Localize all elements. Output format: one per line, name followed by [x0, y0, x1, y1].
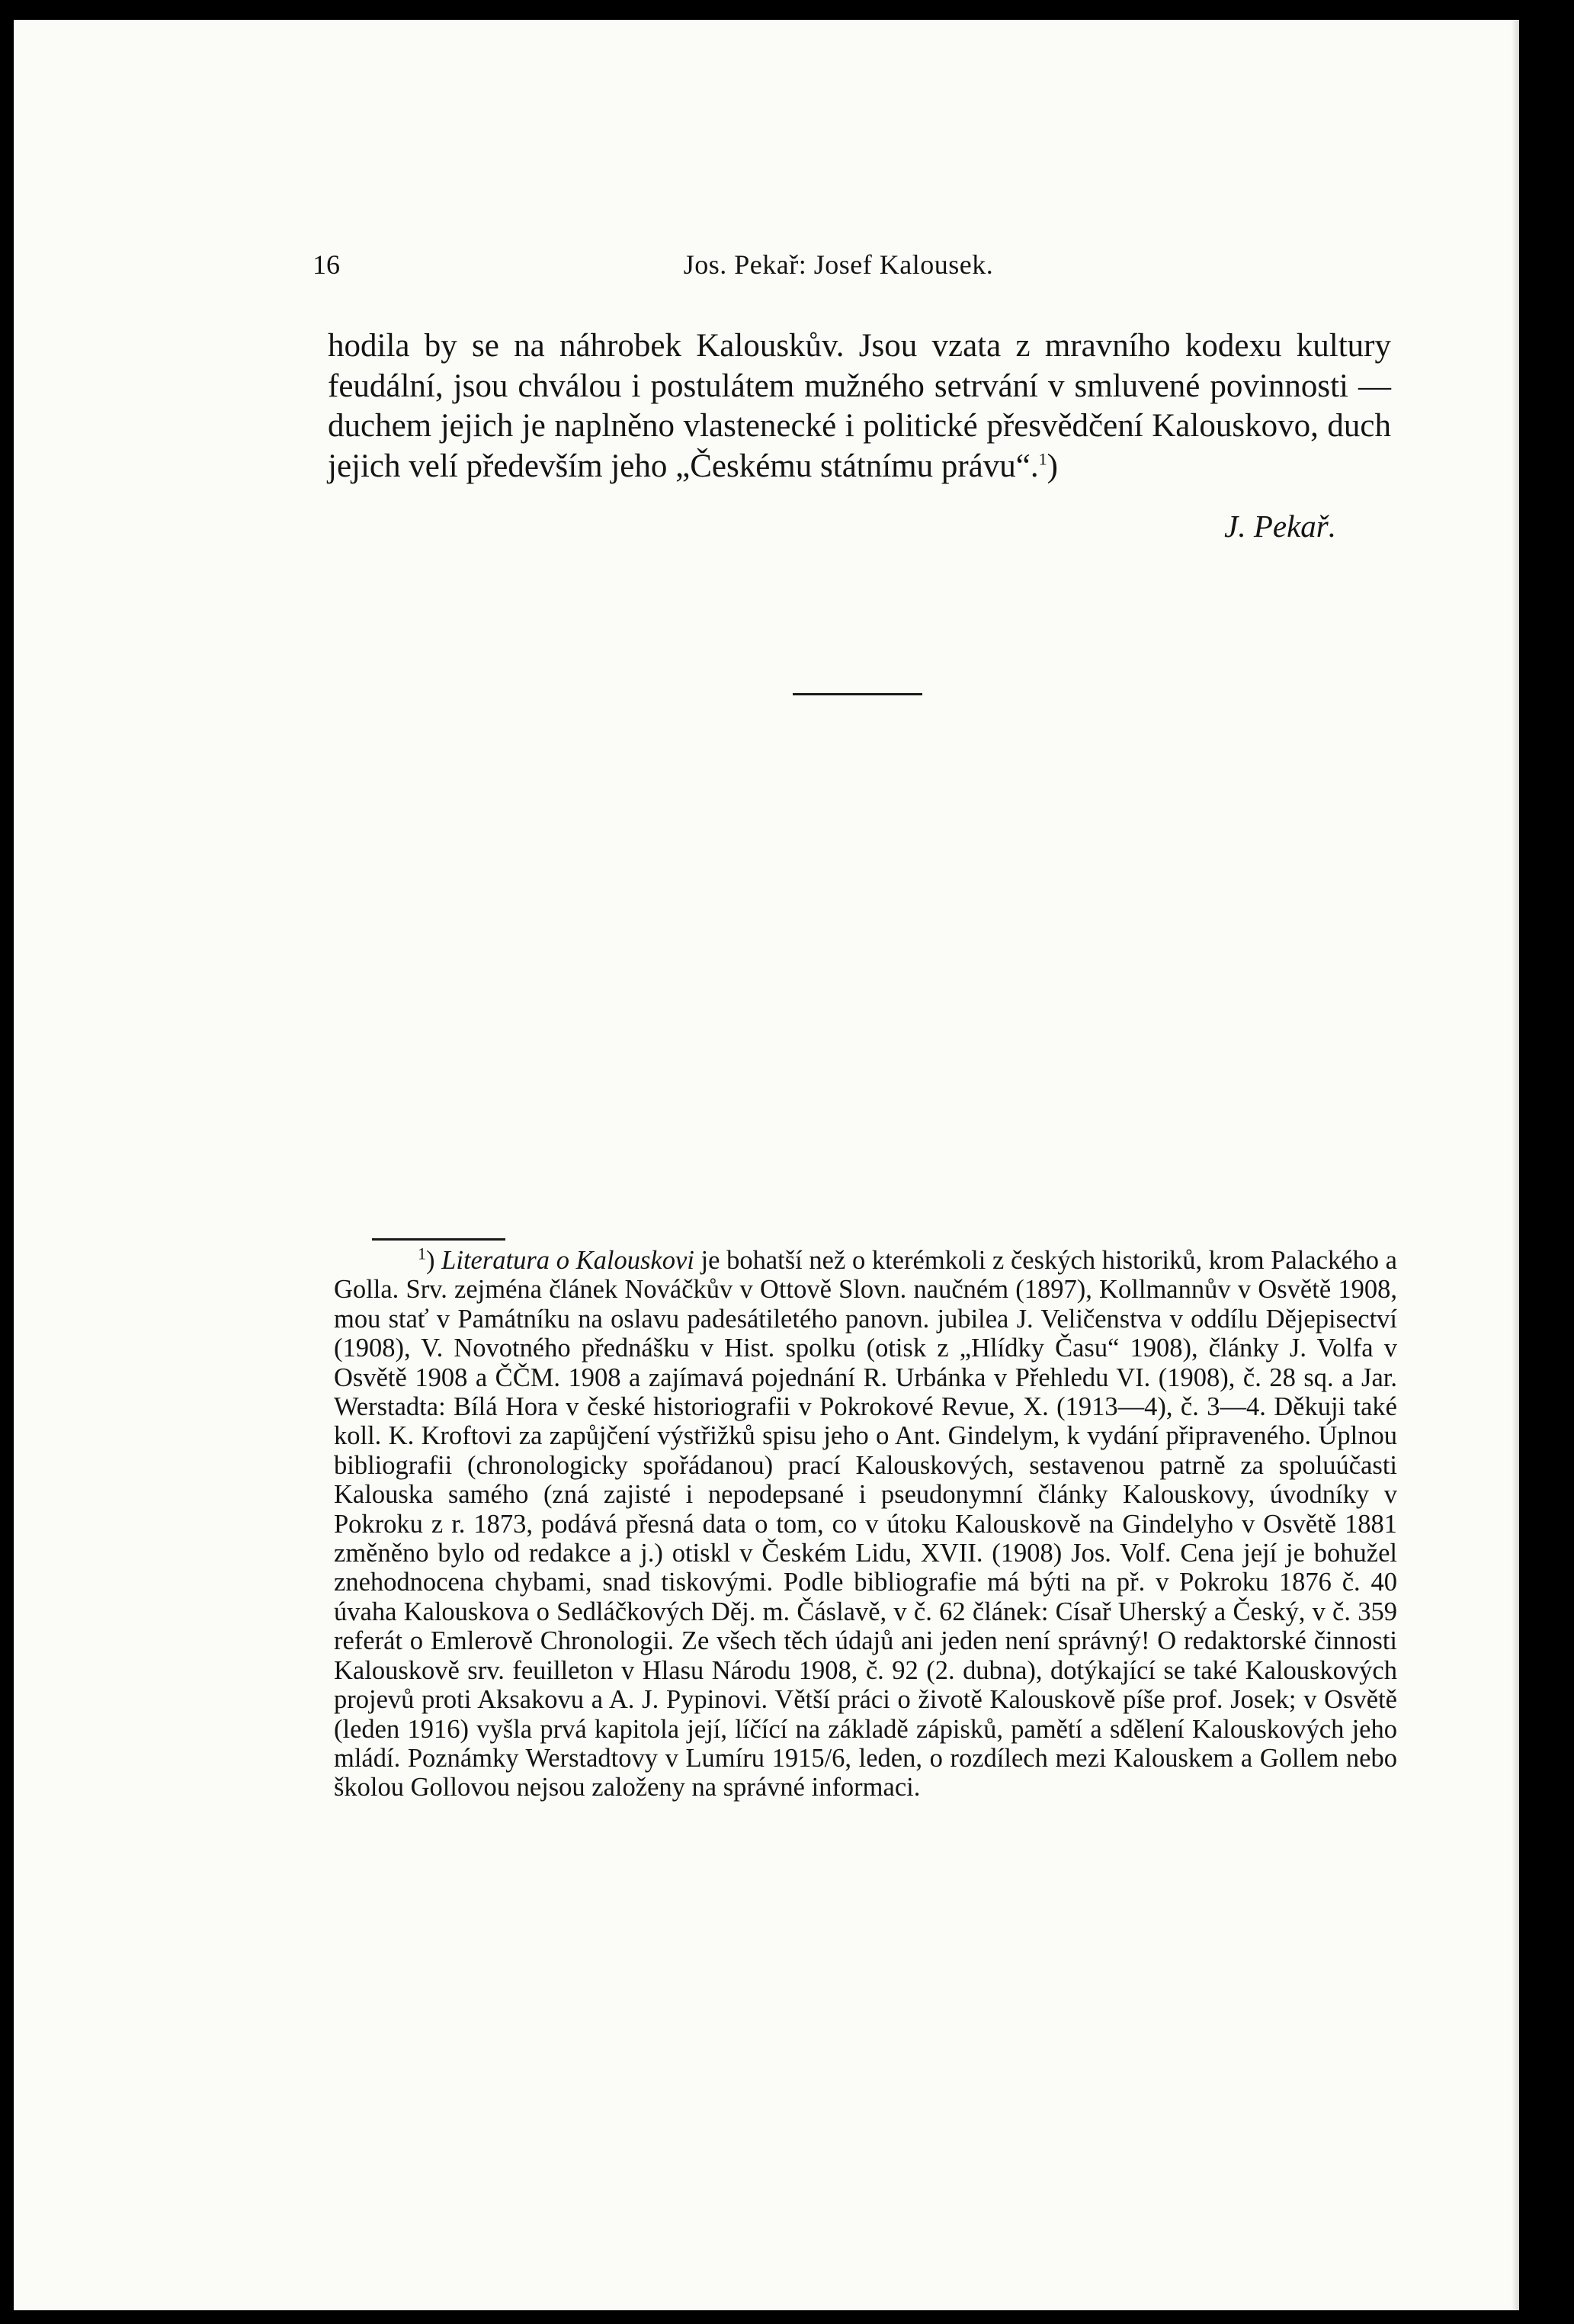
running-head: Jos. Pekař: Josef Kalousek.: [683, 249, 994, 280]
body-text: hodila by se na náhrobek Kalouskův. Jsou vzata z mravního kodexu kultury feudální, jsou chválou i postulátem mužného setrvání v smluvené povinnosti — duchem jejich je naplněno vlastenecké i politické přesvědčení Kalouskovo, duch jejich velí především jeho „Českému státnímu právu“.: [328, 328, 1391, 484]
page-header: [313, 249, 1364, 287]
footnote-reference-paren: ): [1047, 448, 1058, 484]
footnote-italic-lead: Literatura o Kalouskovi: [441, 1246, 694, 1275]
footnote-marker: 1: [418, 1244, 426, 1263]
footnote-divider: [372, 1238, 505, 1241]
footnote-marker-paren: ): [426, 1246, 435, 1275]
footnote: [334, 1246, 1397, 1802]
author-signature: J. Pekař.: [1224, 509, 1336, 544]
section-divider: [793, 693, 922, 695]
footnote-reference: 1: [1038, 449, 1047, 469]
footnote-text: je bohatší než o kterémkoli z českých historiků, krom Palackého a Golla. Srv. zejména článek Nováčkův v Ottově Slovn. naučném (1897), Kollmannův v Osvětě 1908, mou stať v Památníku na oslavu padesátiletého panovn. jubilea J. Veličenstva v oddílu Dějepisectví (1908), V. Novotného přednášku v Hist. spolku (otisk z „Hlídky Času“ 1908), články J. Volfa v Osvětě 1908 a ČČM. 1908 a zajímavá pojednání R. Urbánka v Přehledu VI. (1908), č. 28 sq. a Jar. Werstadta: Bílá Hora v české historiografii v Pokrokové Revue, X. (1913—4), č. 3—4. Děkuji také koll. K. Kroftovi za zapůjčení výstřižků spisu jeho o Ant. Gindelym, k vydání připraveného. Úplnou bibliografii (chronologicky spořádanou) prací Kalouskových, sestavenou patrně za spoluúčasti Kalouska samého (zná zajisté i nepodepsané i pseudonymní články Kalouskovy, úvodníky v Pokroku z r. 1873, podává přesná data o tom, co v útoku Kalouskově na Gindelyho v Osvětě 1881 změněno bylo od redakce a j.) otiskl v Českém Lidu, XVII. (1908) Jos. Volf. Cena její je bohužel znehodnocena chybami, snad tiskovými. Podle bibliografie má býti na př. v Pokroku 1876 č. 40 úvaha Kalouskova o Sedláčkových Děj. m. Čáslavě, v č. 62 článek: Císař Uherský a Český, v č. 359 referát o Emlerově Chronologii. Ze všech těch údajů ani jeden není správný! O redaktorské činnosti Kalouskově srv. feuilleton v Hlasu Národu 1908, č. 92 (2. dubna), dotýkající se také Kalouskových projevů proti Aksakovu a A. J. Pypinovi. Větší práci o životě Kalouskově píše prof. Josek; v Osvětě (leden 1916) vyšla prvá kapitola její, líčící na základě zápisků, pamětí a sdělení Kalouskových jeho mládí. Poznámky Werstadtovy v Lumíru 1915/6, leden, o rozdílech mezi Kalouskem a Gollem nebo školou Gollovou nejsou založeny na správné informaci.: [334, 1246, 1397, 1802]
body-paragraph: [328, 326, 1391, 486]
page-edge-shadow: [1511, 20, 1519, 2310]
book-page: [14, 20, 1519, 2310]
page-number: 16: [313, 249, 340, 280]
